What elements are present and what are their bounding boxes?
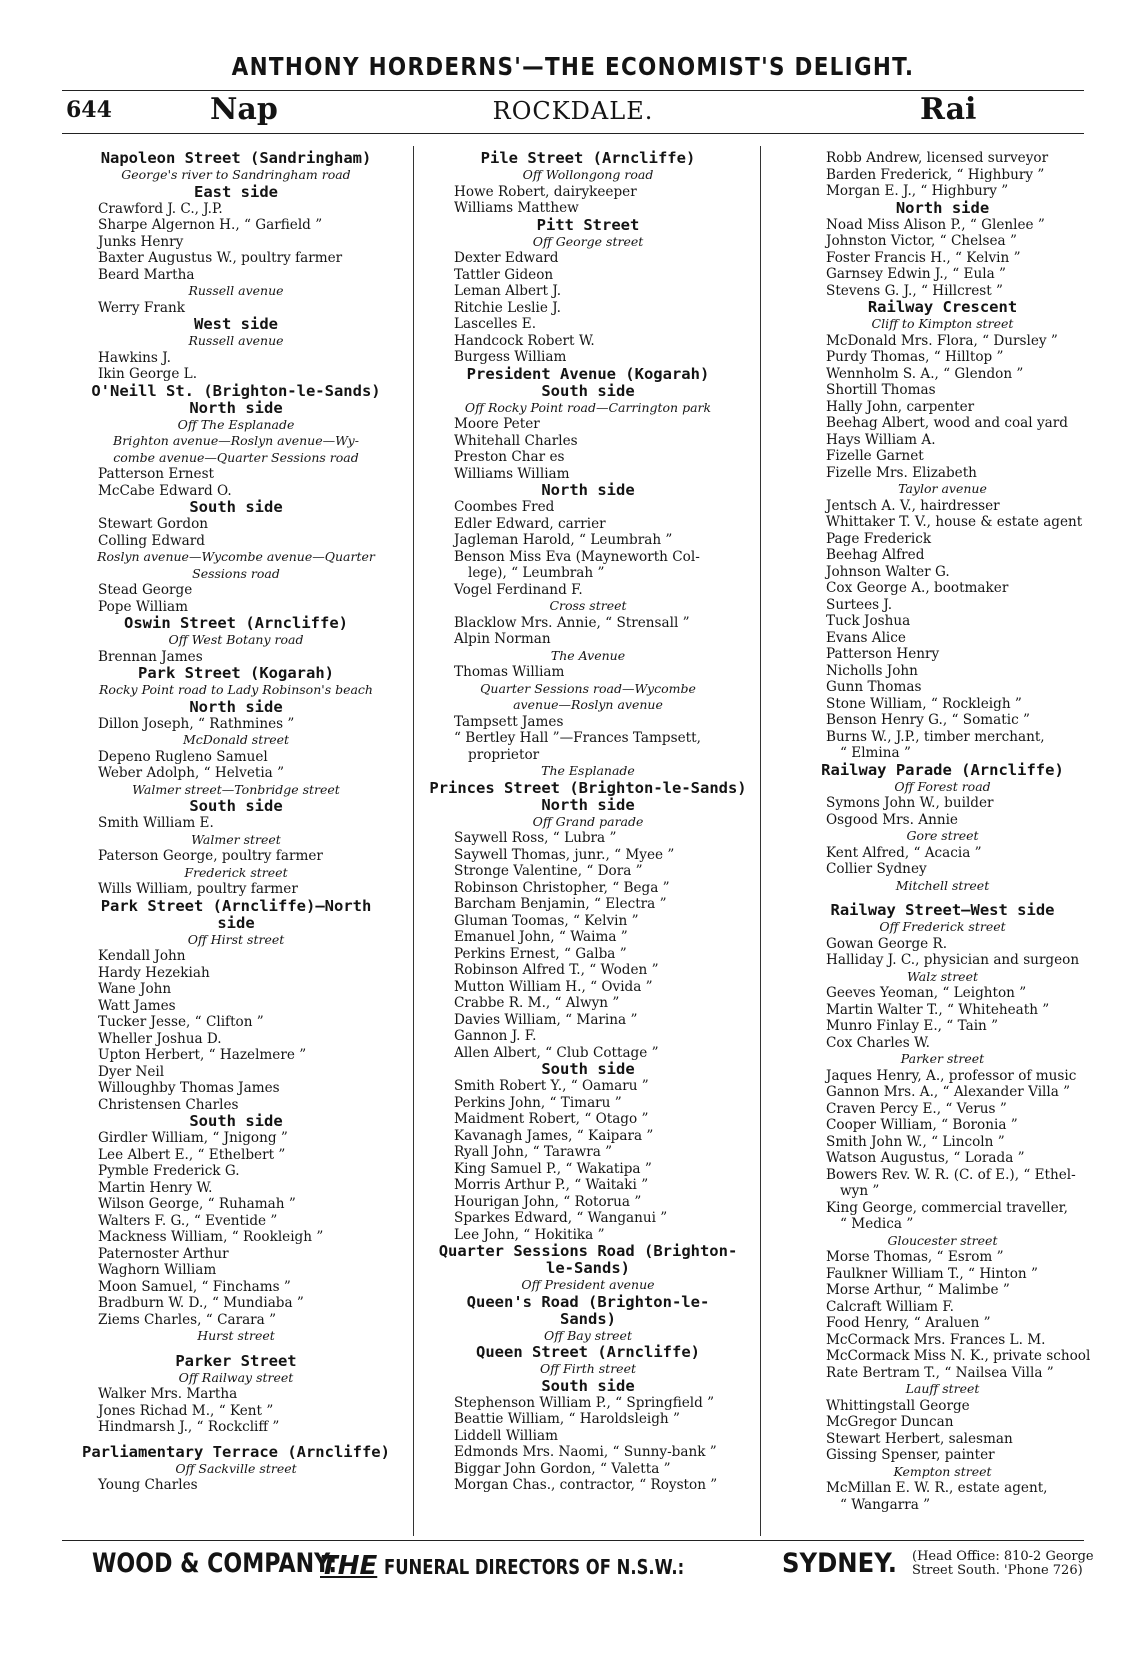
cross-street-note: Gore street (906, 828, 979, 843)
resident-entry: Pymble Frederick G. (98, 1163, 240, 1179)
cross-street-note: Roslyn avenue—Wycombe avenue—Quarter (97, 549, 375, 564)
resident-entry-continued: “ Wangarra ” (840, 1496, 931, 1513)
resident-entry: Saywell Ross, “ Lubra ” (454, 830, 617, 846)
cross-street-note: Cliff to Kimpton street (871, 316, 1014, 331)
cross-street-note: Russell avenue (188, 283, 284, 298)
cross-street-note: Off President avenue (521, 1277, 655, 1292)
resident-entry: Moore Peter (454, 416, 540, 432)
resident-entry: Mackness William, “ Rookleigh ” (98, 1229, 324, 1245)
resident-entry: Beattie William, “ Haroldsleigh ” (454, 1411, 680, 1427)
directory-column-1 (62, 150, 410, 1494)
side-heading: North side (189, 398, 283, 417)
resident-entry: McCabe Edward O. (98, 482, 232, 499)
cross-street-note: George's river to Sandringham road (121, 167, 351, 182)
resident-entry: Benson Henry G., “ Somatic ” (826, 712, 1030, 728)
resident-entry: Hawkins J. (98, 349, 171, 366)
cross-street-note: Taylor avenue (898, 481, 987, 496)
resident-entry: Hindmarsh J., “ Rockcliff ” (98, 1419, 280, 1435)
resident-entry: Walker Mrs. Martha (98, 1386, 238, 1402)
side-heading: side (217, 913, 255, 932)
resident-entry: Dexter Edward (454, 250, 559, 266)
street-heading: Park Street (Arncliffe)—North (100, 896, 372, 915)
resident-entry: Burgess William (454, 349, 567, 365)
resident-entry: Whittaker T. V., house & estate agent (826, 514, 1083, 530)
resident-entry: Junks Henry (98, 233, 184, 250)
resident-entry: Whittingstall George (826, 1397, 970, 1414)
resident-entry: Lee Albert E., “ Ethelbert ” (98, 1146, 286, 1163)
street-heading: Queen Street (Arncliffe) (476, 1343, 700, 1361)
resident-entry-continued: “ Medica ” (840, 1216, 914, 1232)
cross-street-note: Off West Botany road (168, 632, 304, 647)
resident-entry: Barden Frederick, “ Highbury ” (826, 166, 1045, 183)
resident-entry: Preston Char es (454, 449, 565, 465)
resident-entry: Wills William, poultry farmer (98, 881, 298, 897)
resident-entry: Purdy Thomas, “ Hilltop ” (826, 349, 1004, 365)
resident-entry: McDonald Mrs. Flora, “ Dursley ” (826, 332, 1058, 349)
cross-street-note: Off Frederick street (879, 919, 1006, 934)
resident-entry: Liddell William (454, 1427, 558, 1444)
resident-entry: Burns W., J.P., timber merchant, (826, 728, 1045, 745)
footer-business: FUNERAL DIRECTORS OF N.S.W.: (384, 1555, 685, 1579)
resident-entry: Geeves Yeoman, “ Leighton ” (826, 985, 1027, 1001)
resident-entry: Rate Bertram T., “ Nailsea Villa ” (826, 1364, 1054, 1381)
footer-company: WOOD & COMPANY: (92, 1548, 338, 1579)
cross-street-note: The Esplanade (541, 763, 635, 778)
resident-entry: Kavanagh James, “ Kaipara ” (454, 1127, 654, 1144)
resident-entry: Emanuel John, “ Waima ” (454, 929, 628, 945)
resident-entry: Brennan James (98, 648, 203, 665)
resident-entry: Martin Walter T., “ Whiteheath ” (826, 1001, 1050, 1018)
resident-entry: Coombes Fred (454, 499, 555, 515)
resident-entry: Stone William, “ Rockleigh ” (826, 695, 1022, 712)
resident-entry-continued: “ Elmina ” (840, 745, 911, 761)
cross-street-note: Off Wollongong road (522, 167, 654, 182)
street-heading: President Avenue (Kogarah) (466, 364, 710, 383)
resident-entry: Sparkes Edward, “ Wanganui ” (454, 1210, 668, 1226)
resident-entry: Beehag Albert, wood and coal yard (826, 415, 1068, 431)
page-number: 644 (66, 97, 112, 123)
resident-entry: Page Frederick (826, 530, 932, 547)
cross-street-note: Off Firth street (539, 1361, 636, 1376)
resident-entry: Dillon Joseph, “ Rathmines ” (98, 715, 295, 732)
resident-entry: Upton Herbert, “ Hazelmere ” (98, 1047, 307, 1063)
resident-entry: Moon Samuel, “ Finchams ” (98, 1278, 291, 1295)
resident-entry: Baxter Augustus W., poultry farmer (98, 250, 343, 266)
resident-entry: Morse Thomas, “ Esrom ” (826, 1249, 1004, 1265)
resident-entry: Sharpe Algernon H., “ Garfield ” (98, 217, 323, 233)
resident-entry: Willoughby Thomas James (98, 1080, 280, 1096)
resident-entry: Morse Arthur, “ Malimbe ” (826, 1282, 1010, 1298)
cross-street-note: Walmer street—Tonbridge street (132, 781, 340, 797)
right-guide-word: Rai (920, 92, 977, 127)
resident-entry: Morgan E. J., “ Highbury ” (826, 183, 1009, 199)
cross-street-note: Off Forest road (894, 778, 991, 794)
cross-street-note: Off The Esplanade (177, 416, 295, 432)
cross-street-note: Walz street (906, 968, 978, 984)
cross-street-note: Rocky Point road to Lady Robinson's beach (99, 682, 373, 697)
cross-street-note: Off Railway street (178, 1369, 294, 1385)
resident-entry: Hays William A. (826, 431, 936, 448)
side-heading: North side (189, 697, 283, 716)
side-heading: South side (189, 797, 283, 815)
resident-entry: Edler Edward, carrier (454, 515, 606, 532)
resident-entry: Weber Adolph, “ Helvetia ” (98, 765, 285, 781)
resident-entry: Kendall John (98, 948, 186, 964)
resident-entry: Faulkner William T., “ Hinton ” (826, 1265, 1038, 1282)
resident-entry: Osgood Mrs. Annie (826, 811, 958, 828)
resident-entry: Paterson George, poultry farmer (98, 848, 323, 864)
cross-street-note: Lauff street (905, 1381, 980, 1396)
cross-street-note: Cross street (549, 598, 627, 613)
side-heading: North side (895, 198, 990, 217)
resident-entry: McCormack Mrs. Frances L. M. (826, 1331, 1046, 1348)
cross-street-note: combe avenue—Quarter Sessions road (113, 449, 359, 465)
side-heading: South side (189, 1112, 283, 1130)
cross-street-note: Off Sackville street (175, 1460, 297, 1476)
street-heading: Queen's Road (Brighton-le- (466, 1292, 710, 1311)
resident-entry: Girdler William, “ Jnigong ” (98, 1130, 288, 1146)
resident-entry: Benson Miss Eva (Mayneworth Col- (454, 548, 700, 565)
resident-entry: “ Bertley Hall ”—Frances Tampsett, (454, 730, 701, 746)
resident-entry: Jentsch A. V., hairdresser (826, 497, 1000, 514)
resident-entry: Crabbe R. M., “ Alwyn ” (454, 995, 620, 1011)
resident-entry: Cooper William, “ Boronia ” (826, 1117, 1018, 1133)
side-heading: South side (189, 498, 283, 516)
footer-the: THE (320, 1551, 378, 1581)
cross-street-note: Gloucester street (887, 1232, 998, 1248)
street-heading: Napoleon Street (Sandringham) (100, 149, 372, 167)
resident-entry: Alpin Norman (454, 631, 551, 647)
resident-entry: Halliday J. C., physician and surgeon (826, 952, 1080, 968)
directory-column-3 (790, 150, 1095, 1513)
resident-entry: Biggar John Gordon, “ Valetta ” (454, 1460, 671, 1477)
resident-entry: Tuck Joshua (826, 613, 911, 629)
street-heading: Pile Street (Arncliffe) (480, 149, 696, 167)
resident-entry: Christensen Charles (98, 1096, 239, 1113)
cross-street-note: Hurst street (197, 1328, 275, 1343)
resident-entry: Johnson Walter G. (826, 563, 950, 580)
directory-column-2 (418, 150, 758, 1494)
resident-entry-continued: proprietor (468, 746, 540, 763)
cross-street-note: Off Bay street (544, 1327, 632, 1343)
street-heading: Parliamentary Terrace (Arncliffe) (82, 1442, 390, 1461)
resident-entry: Smith John W., “ Lincoln ” (826, 1133, 1005, 1150)
cross-street-note: Brighton avenue—Roslyn avenue—Wy- (113, 433, 359, 448)
resident-entry: Saywell Thomas, junr., “ Myee ” (454, 846, 675, 863)
resident-entry: Surtees J. (826, 596, 893, 613)
cross-street-note: Off Grand parade (532, 813, 644, 829)
street-heading: Park Street (Kogarah) (138, 664, 334, 682)
resident-entry: Robinson Alfred T., “ Woden ” (454, 962, 659, 978)
side-heading: Sands) (560, 1309, 616, 1328)
resident-entry: Pope William (98, 598, 188, 615)
resident-entry: Stewart Herbert, salesman (826, 1430, 1013, 1447)
side-heading: South side (541, 1376, 635, 1395)
cross-street-note: avenue—Roslyn avenue (513, 697, 663, 712)
resident-entry: Tucker Jesse, “ Clifton ” (98, 1014, 264, 1030)
resident-entry: Young Charles (98, 1477, 198, 1493)
resident-entry: Symons John W., builder (826, 795, 994, 811)
resident-entry: Gannon Mrs. A., “ Alexander Villa ” (826, 1084, 1071, 1100)
resident-entry: Allen Albert, “ Club Cottage ” (454, 1044, 659, 1061)
cross-street-note: Frederick street (184, 864, 288, 880)
resident-entry: Wilson George, “ Ruhamah ” (98, 1196, 296, 1212)
cross-street-note: Off Rocky Point road—Carrington park (464, 399, 712, 415)
resident-entry-continued: wyn ” (840, 1183, 880, 1199)
resident-entry: Thomas William (454, 664, 565, 680)
street-heading: Princes Street (Brighton-le-Sands) (429, 778, 747, 797)
resident-entry: Fizelle Garnet (826, 448, 924, 464)
resident-entry: Edmonds Mrs. Naomi, “ Sunny-bank ” (454, 1444, 717, 1460)
street-heading: O'Neill St. (Brighton-le-Sands) (91, 381, 381, 400)
cross-street-note: Mitchell street (895, 877, 990, 893)
resident-entry: Robinson Christopher, “ Bega ” (454, 879, 670, 896)
resident-entry: Mutton William H., “ Ovida ” (454, 978, 653, 995)
resident-entry: Ryall John, “ Tarawra ” (454, 1144, 613, 1160)
resident-entry: Gowan George R. (826, 935, 948, 952)
street-heading: Pitt Street (536, 215, 640, 234)
resident-entry: King Samuel P., “ Wakatipa ” (454, 1160, 652, 1177)
cross-street-note: Parker street (900, 1051, 985, 1066)
resident-entry: Bowers Rev. W. R. (C. of E.), “ Ethel- (826, 1166, 1076, 1183)
resident-entry: Robb Andrew, licensed surveyor (826, 150, 1049, 166)
resident-entry: Shortill Thomas (826, 382, 936, 398)
resident-entry: Leman Albert J. (454, 283, 562, 299)
resident-entry: Ikin George L. (98, 366, 198, 382)
resident-entry: Tattler Gideon (454, 266, 554, 283)
resident-entry: Howe Robert, dairykeeper (454, 183, 637, 200)
resident-entry: Wheller Joshua D. (98, 1030, 222, 1047)
resident-entry: Cox Charles W. (826, 1034, 930, 1051)
resident-entry: Stead George (98, 582, 193, 598)
resident-entry: Watson Augustus, “ Lorada ” (826, 1150, 1025, 1166)
resident-entry: Ziems Charles, “ Carara ” (98, 1311, 277, 1328)
footer-advert (92, 1548, 1092, 1579)
cross-street-note: Russell avenue (188, 333, 284, 348)
street-heading: Parker Street (175, 1351, 297, 1370)
resident-entry: Perkins John, “ Timaru ” (454, 1094, 622, 1111)
cross-street-note: Kempton street (893, 1463, 992, 1479)
resident-entry: Davies William, “ Marina ” (454, 1011, 638, 1028)
resident-entry: Vogel Ferdinand F. (454, 581, 583, 598)
cross-street-note: The Avenue (550, 647, 626, 663)
resident-entry: Colling Edward (98, 532, 205, 549)
resident-entry: Bradburn W. D., “ Mundiaba ” (98, 1295, 304, 1311)
resident-entry: Cox George A., bootmaker (826, 580, 1009, 596)
resident-entry: Patterson Henry (826, 646, 940, 662)
resident-entry: Barcham Benjamin, “ Electra ” (454, 896, 667, 912)
resident-entry: Depeno Rugleno Samuel (98, 748, 268, 765)
resident-entry: Hardy Hezekiah (98, 964, 210, 981)
resident-entry: Gissing Spenser, painter (826, 1447, 995, 1463)
resident-entry: Collier Sydney (826, 861, 927, 877)
resident-entry: Hourigan John, “ Rotorua ” (454, 1193, 642, 1210)
resident-entry: McMillan E. W. R., estate agent, (826, 1480, 1048, 1496)
resident-entry: Smith Robert Y., “ Oamaru ” (454, 1078, 649, 1094)
side-heading: East side (194, 182, 278, 201)
resident-entry: Gluman Toomas, “ Kelvin ” (454, 912, 639, 929)
resident-entry: Hally John, carpenter (826, 398, 975, 415)
resident-entry: Dyer Neil (98, 1063, 165, 1080)
resident-entry: Crawford J. C., J.P. (98, 200, 223, 217)
footer-rule (62, 1540, 1084, 1541)
resident-entry: Stewart Gordon (98, 516, 209, 532)
resident-entry: Kent Alfred, “ Acacia ” (826, 844, 982, 861)
street-heading: Railway Crescent (867, 298, 1018, 316)
resident-entry: Stronge Valentine, “ Dora ” (454, 863, 643, 879)
resident-entry-continued: lege), “ Leumbrah ” (468, 565, 605, 581)
footer-address: (Head Office: 810-2 George Street South. 'Phone 726) (912, 1549, 1094, 1578)
resident-entry: Beehag Alfred (826, 547, 925, 563)
street-heading: Railway Street—West side (830, 901, 1055, 919)
resident-entry: Patterson Ernest (98, 466, 215, 482)
street-heading: Railway Parade (Arncliffe) (821, 760, 1064, 779)
resident-entry: Walters F. G., “ Eventide ” (98, 1212, 278, 1229)
cross-street-note: Sessions road (192, 565, 280, 581)
resident-entry: Jagleman Harold, “ Leumbrah ” (454, 532, 673, 548)
resident-entry: Jones Richad M., “ Kent ” (98, 1402, 274, 1419)
resident-entry: Lee John, “ Hokitika ” (454, 1226, 605, 1243)
resident-entry: Food Henry, “ Araluen ” (826, 1315, 991, 1331)
column-divider (413, 146, 414, 1536)
resident-entry: Ritchie Leslie J. (454, 299, 561, 316)
resident-entry: Craven Percy E., “ Verus ” (826, 1100, 1007, 1117)
side-heading: West side (194, 315, 278, 333)
resident-entry: Noad Miss Alison P., “ Glenlee ” (826, 216, 1045, 233)
resident-entry: Gunn Thomas (826, 679, 922, 695)
resident-entry: Smith William E. (98, 815, 214, 831)
side-heading: North side (541, 481, 635, 499)
side-heading: South side (541, 1060, 635, 1078)
resident-entry: Morris Arthur P., “ Waitaki ” (454, 1177, 649, 1193)
resident-entry: Blacklow Mrs. Annie, “ Strensall ” (454, 614, 690, 631)
resident-entry: Stephenson William P., “ Springfield ” (454, 1394, 715, 1411)
resident-entry: Johnston Victor, “ Chelsea ” (826, 233, 1017, 249)
page-banner: ANTHONY HORDERNS'—THE ECONOMIST'S DELIGHT. (231, 52, 915, 81)
resident-entry: Maidment Robert, “ Otago ” (454, 1111, 649, 1127)
resident-entry: Fizelle Mrs. Elizabeth (826, 464, 977, 481)
resident-entry: Gannon J. F. (454, 1028, 537, 1044)
cross-street-note: Off George street (532, 233, 644, 249)
side-heading: North side (541, 795, 635, 814)
resident-entry: King George, commercial traveller, (826, 1199, 1068, 1216)
resident-entry: Evans Alice (826, 629, 906, 646)
resident-entry: McCormack Miss N. K., private school (826, 1348, 1091, 1364)
resident-entry: Foster Francis H., “ Kelvin ” (826, 249, 1021, 266)
resident-entry: Morgan Chas., contractor, “ Royston ” (454, 1477, 718, 1493)
side-heading: South side (541, 381, 635, 400)
footer-city: SYDNEY. (782, 1548, 898, 1579)
resident-entry: Watt James (98, 997, 176, 1014)
resident-entry: Calcraft William F. (826, 1298, 954, 1315)
resident-entry: Whitehall Charles (454, 432, 578, 449)
resident-entry: Nicholls John (826, 662, 918, 679)
resident-entry: Tampsett James (454, 713, 564, 730)
page-title: ROCKDALE. (492, 97, 654, 125)
resident-entry: Wane John (98, 981, 172, 997)
cross-street-note: Quarter Sessions road—Wycombe (480, 680, 696, 696)
resident-entry: Jaques Henry, A., professor of music (826, 1067, 1077, 1084)
cross-street-note: McDonald street (182, 732, 290, 747)
street-heading: Oswin Street (Arncliffe) (124, 614, 348, 632)
column-divider (760, 146, 761, 1536)
resident-entry: Handcock Robert W. (454, 332, 595, 349)
cross-street-note: Off Hirst street (187, 931, 285, 947)
resident-entry: Lascelles E. (454, 316, 537, 332)
top-rule (62, 90, 1084, 91)
resident-entry: Beard Martha (98, 266, 195, 283)
resident-entry: Williams Matthew (454, 200, 579, 216)
street-heading: Quarter Sessions Road (Brighton- (438, 1242, 738, 1260)
header-rule (62, 133, 1084, 134)
resident-entry: Werry Frank (98, 299, 185, 316)
resident-entry: Stevens G. J., “ Hillcrest ” (826, 282, 1004, 299)
resident-entry: Perkins Ernest, “ Galba ” (454, 945, 627, 962)
resident-entry: Martin Henry W. (98, 1179, 213, 1196)
resident-entry: Williams William (454, 465, 570, 482)
resident-entry: Munro Finlay E., “ Tain ” (826, 1018, 999, 1034)
resident-entry: Wennholm S. A., “ Glendon ” (826, 365, 1024, 382)
resident-entry: Garnsey Edwin J., “ Eula ” (826, 266, 1006, 282)
side-heading: le-Sands) (546, 1259, 630, 1277)
resident-entry: McGregor Duncan (826, 1414, 954, 1430)
resident-entry: Waghorn William (98, 1262, 217, 1278)
resident-entry: Paternoster Arthur (98, 1245, 229, 1262)
left-guide-word: Nap (210, 92, 278, 127)
cross-street-note: Walmer street (191, 831, 281, 847)
